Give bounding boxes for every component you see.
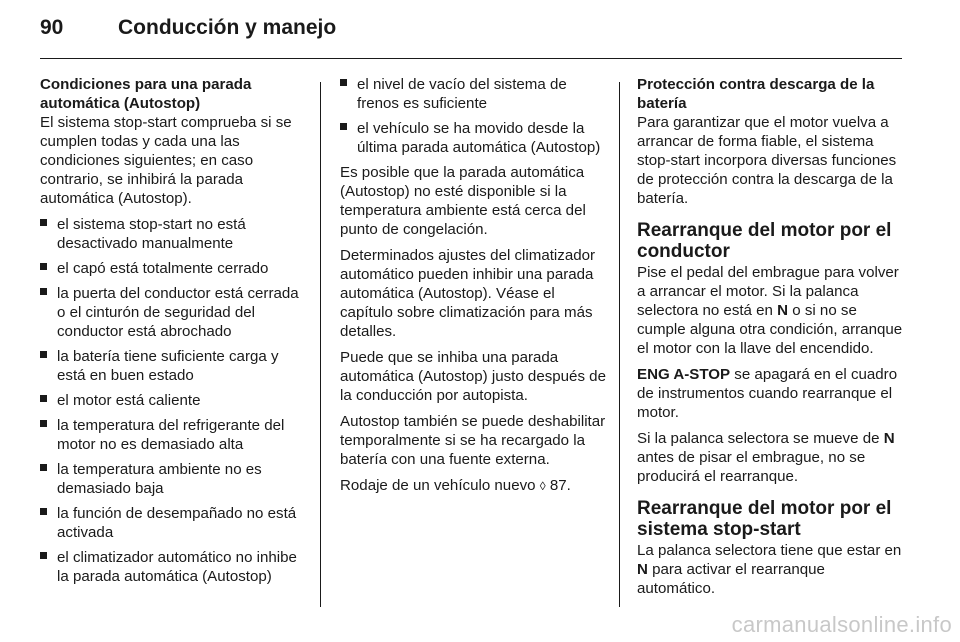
watermark: carmanualsonline.info [731,612,952,637]
paragraph: Si la palanca selectora se mueve de N antes de pisar el embrague, no se producirá el rearranque. [637,430,895,485]
conditions-list [40,215,306,586]
list-item: la puerta del conductor está cerrada o el cinturón de seguridad del conductor está abrochado [40,284,306,341]
column-3 [637,75,903,605]
reference-page[interactable]: 87. [549,477,571,494]
bullet-icon [340,123,347,130]
paragraph: Autostop también se puede deshabilitar temporalmente si se ha recargado la batería con una fuente externa. [340,413,606,468]
column-1 [40,75,306,592]
conditions-list-continued [340,75,606,157]
bullet-icon [40,464,47,471]
autostop-conditions-heading: Condiciones para una parada automática (Autostop) [40,76,252,112]
running-in-reference: Rodaje de un vehículo nuevo ◊ 87. [340,477,571,494]
list-item: el nivel de vacío del sistema de frenos es suficiente [340,75,606,113]
column-divider-2 [619,82,620,607]
bullet-icon [40,552,47,559]
cross-reference-icon: ◊ [539,479,546,493]
driver-restart-heading: Rearranque del motor por el conductor [637,220,892,262]
indicator-label: ENG A-STOP [637,366,731,383]
list-item: el capó está totalmente cerrado [40,259,306,278]
list-item: la batería tiene suficiente carga y está en buen estado [40,347,306,385]
paragraph: La palanca selectora tiene que estar en N para activar el rearranque automático. [637,542,902,597]
bullet-icon [40,351,47,358]
autostop-intro: El sistema stop-start comprueba si se cumplen todas y cada una las condiciones siguientes; en caso contrario, se inhibirá la parada automática (Autostop). [40,114,292,207]
list-item: la temperatura del refrigerante del motor no es demasiado alta [40,416,306,454]
bullet-icon [40,219,47,226]
bullet-icon [40,420,47,427]
list-item: el sistema stop-start no está desactivado manualmente [40,215,306,253]
column-divider-1 [320,82,321,607]
bullet-icon [40,508,47,515]
list-item: el vehículo se ha movido desde la última parada automática (Autostop) [340,119,606,157]
paragraph: Determinados ajustes del climatizador automático pueden inhibir una parada automática (Autostop). Véase el capítulo sobre climatización para más detalles. [340,247,596,340]
header-rule [40,58,902,59]
list-item: el climatizador automático no inhibe la parada automática (Autostop) [40,548,306,586]
bullet-icon [40,263,47,270]
page-number: 90 [40,16,64,39]
page-header [40,16,336,48]
section-title: Conducción y manejo [118,16,337,39]
bullet-icon [340,79,347,86]
paragraph: Es posible que la parada automática (Autostop) no esté disponible si la temperatura ambiente está cerca del punto de congelación. [340,164,586,238]
paragraph: ENG A-STOP se apagará en el cuadro de instrumentos cuando rearranque el motor. [637,366,898,421]
list-item: la temperatura ambiente no es demasiado baja [40,460,306,498]
column-2 [340,75,606,503]
bullet-icon [40,395,47,402]
paragraph: Pise el pedal del embrague para volver a arrancar el motor. Si la palanca selectora no está en N o si no se cumple alguna otra condición, arranque el motor con la llave del encendido. [637,264,903,357]
list-item: la función de desempañado no está activada [40,504,306,542]
system-restart-heading: Rearranque del motor por el sistema stop-start [637,498,892,540]
list-item: el motor está caliente [40,391,306,410]
paragraph: Para garantizar que el motor vuelva a arrancar de forma fiable, el sistema stop-start incorpora diversas funciones de protección contra la descarga de la batería. [637,114,897,207]
battery-protection-heading: Protección contra descarga de la batería [637,76,875,112]
paragraph: Puede que se inhiba una parada automática (Autostop) justo después de la conducción por autopista. [340,349,606,404]
bullet-icon [40,288,47,295]
